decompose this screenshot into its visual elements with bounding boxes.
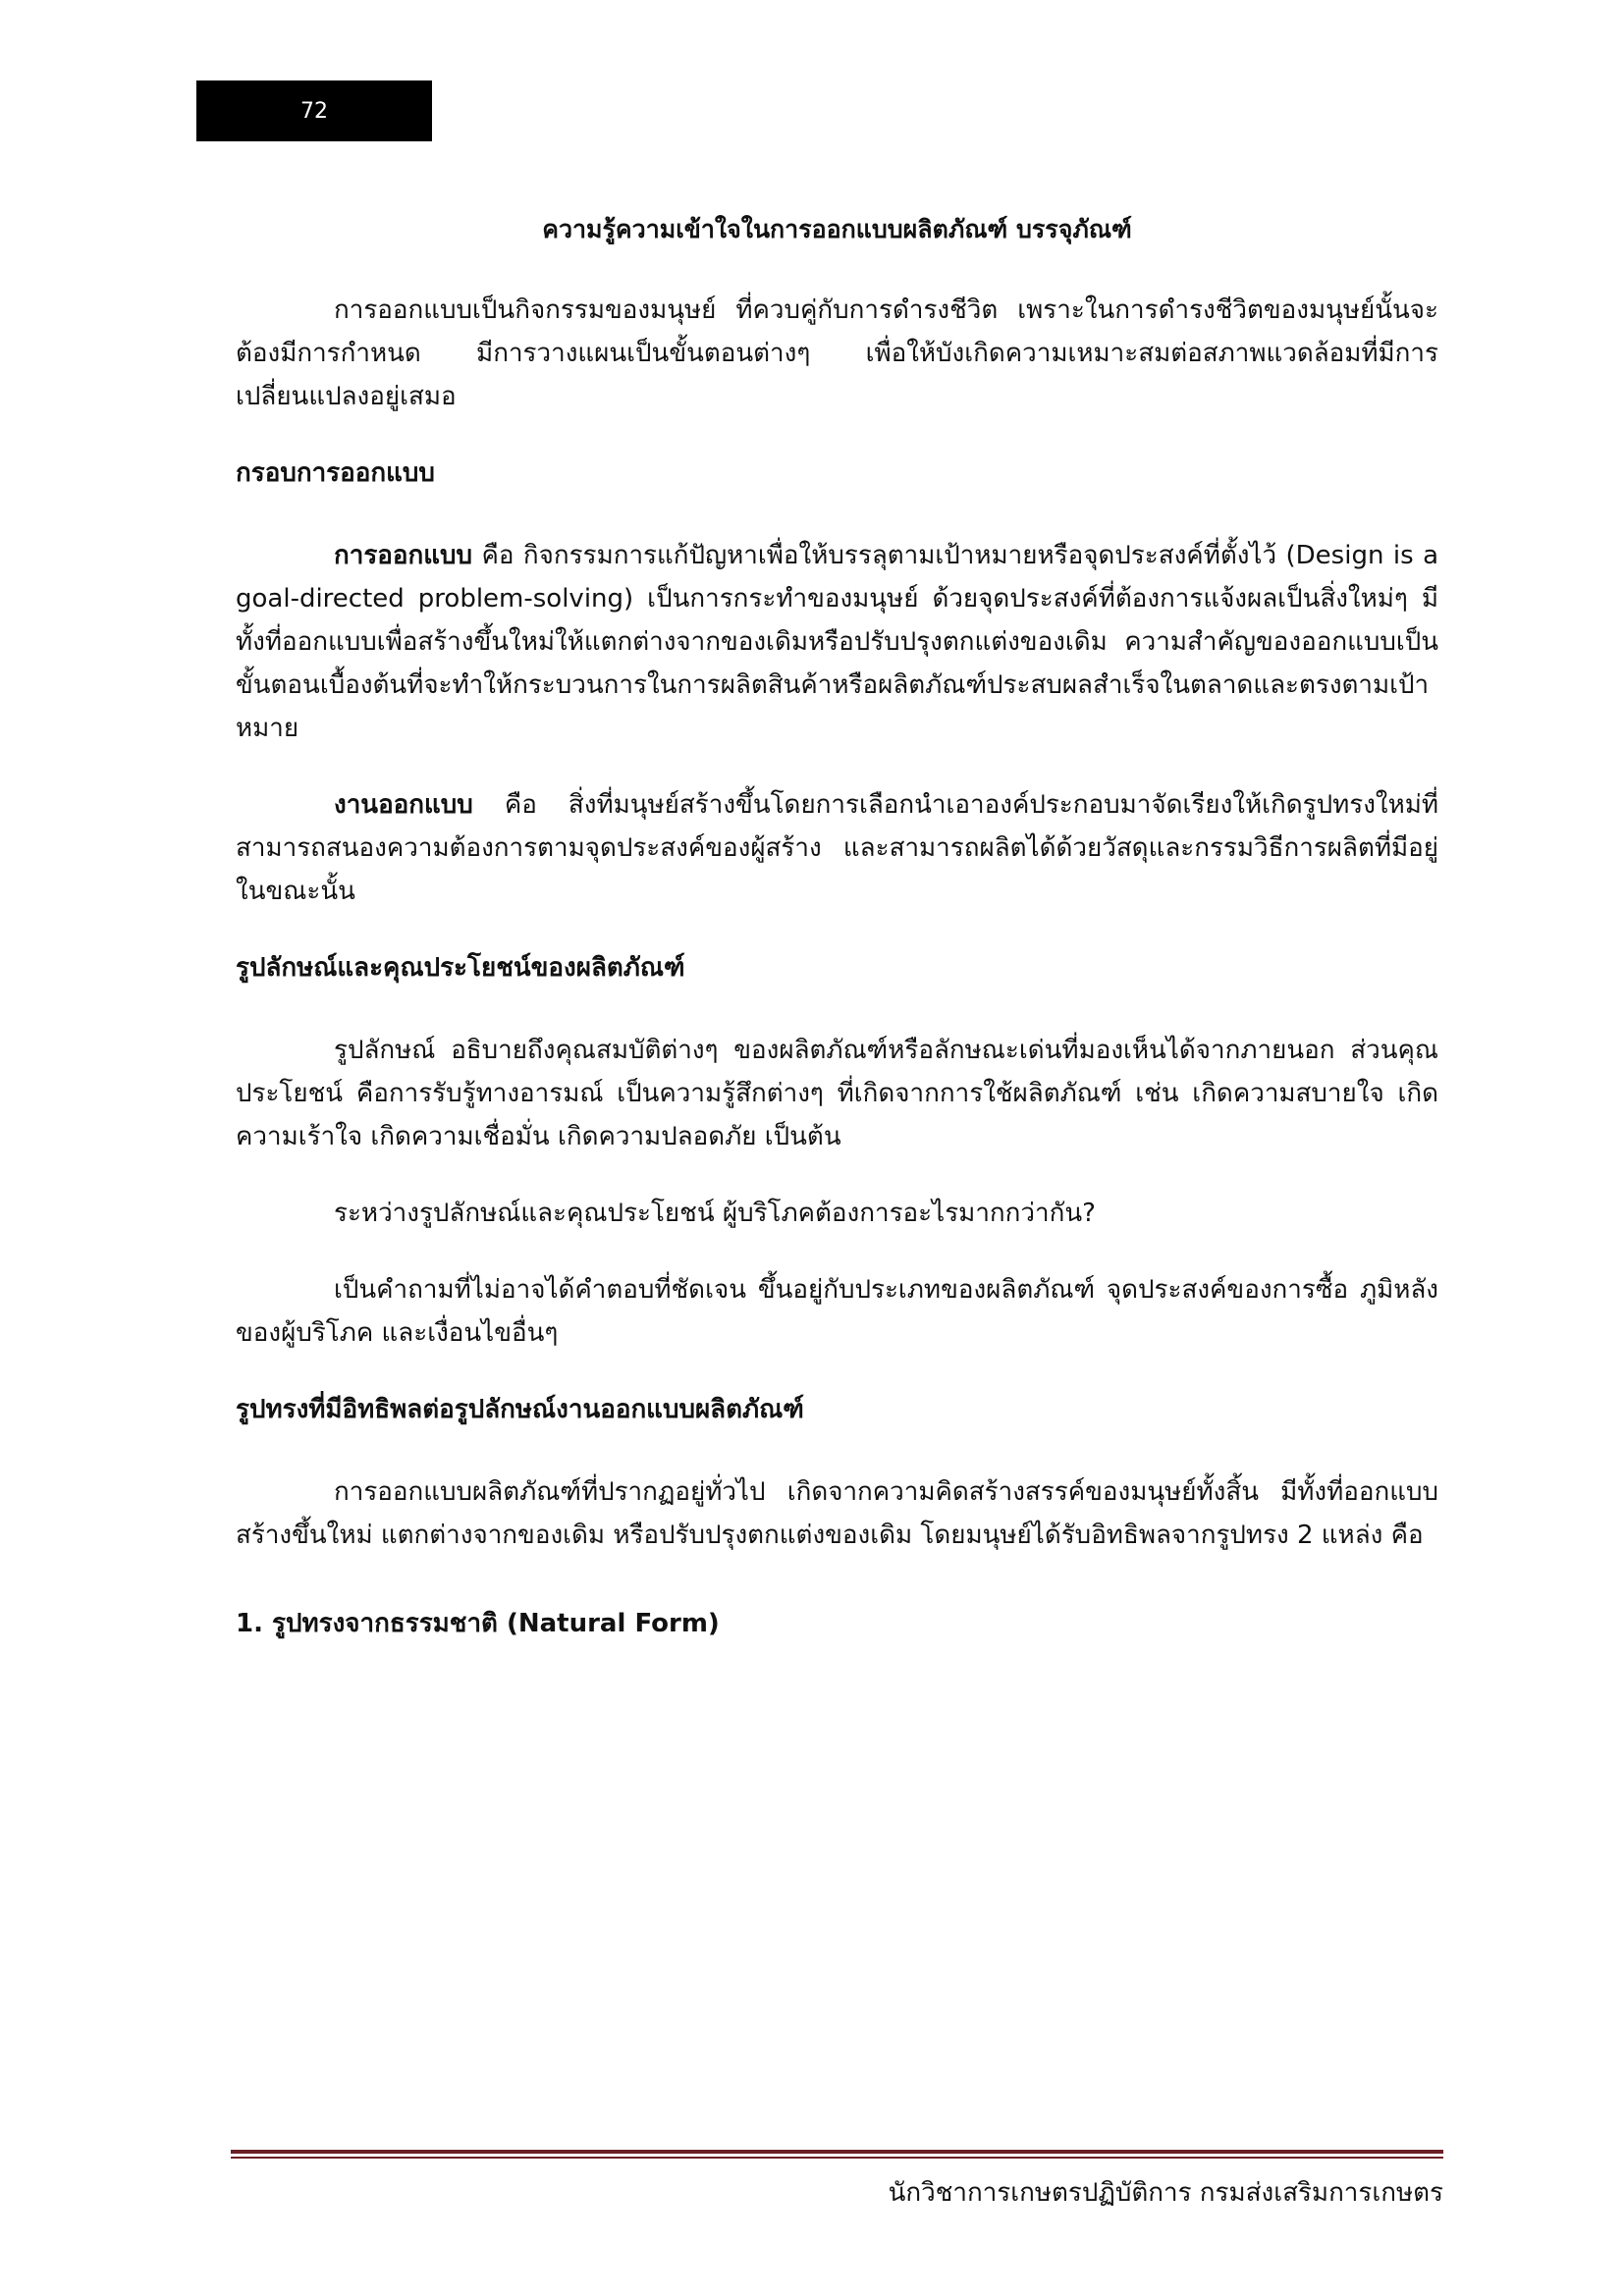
- document-body: [236, 204, 1438, 1645]
- design-work-term: งานออกแบบ: [334, 790, 473, 820]
- page-number-badge: [196, 80, 432, 141]
- heading-natural-form: 1. รูปทรงจากธรรมชาติ (Natural Form): [236, 1609, 720, 1638]
- page-number: 72: [300, 98, 328, 124]
- document-title: ความรู้ความเข้าใจในการออกแบบผลิตภัณฑ์ บรรจุภัณฑ์: [542, 215, 1132, 243]
- heading-form-function: รูปลักษณ์และคุณประโยชน์ของผลิตภัณฑ์: [236, 953, 685, 983]
- influence-paragraph: การออกแบบผลิตภัณฑ์ที่ปรากฏอยู่ทั่วไป เกิดจากความคิดสร้างสรรค์ของมนุษย์ทั้งสิ้น มีทั้งที่ออกแบบสร้างขึ้นใหม่ แตกต่างจากของเดิม หรือปรับปรุงตกแต่งของเดิม โดยมนุษย์ได้รับอิทธิพลจากรูปทรง 2 แหล่ง คือ: [236, 1477, 1438, 1550]
- footer-text: นักวิชาการเกษตรปฏิบัติการ กรมส่งเสริมการเกษตร: [888, 2178, 1443, 2208]
- heading-design-framework: กรอบการออกแบบ: [236, 458, 435, 488]
- design-work-text: คือ สิ่งที่มนุษย์สร้างขึ้นโดยการเลือกนำเอาองค์ประกอบมาจัดเรียงให้เกิดรูปทรงใหม่ที่สามารถสนองความต้องการตามจุดประสงค์ของผู้สร้าง และสามารถผลิตได้ด้วยวัสดุและกรรมวิธีการผลิตที่มีอยู่ในขณะนั้น: [236, 790, 1438, 906]
- design-work-paragraph: [236, 783, 1438, 913]
- heading-form-influence: รูปทรงที่มีอิทธิพลต่อรูปลักษณ์งานออกแบบผลิตภัณฑ์: [236, 1395, 804, 1424]
- form-function-paragraph: รูปลักษณ์ อธิบายถึงคุณสมบัติต่างๆ ของผลิตภัณฑ์หรือลักษณะเด่นที่มองเห็นได้จากภายนอก ส่วนคุณประโยชน์ คือการรับรู้ทางอารมณ์ เป็นความรู้สึกต่างๆ ที่เกิดจากการใช้ผลิตภัณฑ์ เช่น เกิดความสบายใจ เกิดความเร้าใจ เกิดความเชื่อมั่น เกิดความปลอดภัย เป็นต้น: [236, 1036, 1438, 1151]
- question-paragraph: ระหว่างรูปลักษณ์และคุณประโยชน์ ผู้บริโภคต้องการอะไรมากกว่ากัน?: [334, 1199, 1096, 1228]
- design-definition-text: คือ กิจกรรมการแก้ปัญหาเพื่อให้บรรลุตามเป้าหมายหรือจุดประสงค์ที่ตั้งไว้ (Design is a goal-directed problem-solving) เป็นการกระทำของมนุษย์ ด้วยจุดประสงค์ที่ต้องการแจ้งผลเป็นสิ่งใหม่ๆ มีทั้งที่ออกแบบเพื่อสร้างขึ้นใหม่ให้แตกต่างจากของเดิมหรือปรับปรุงตกแต่งของเดิม ความสำคัญของออกแบบเป็นขั้นตอนเบื้องต้นที่จะทำให้กระบวนการในการผลิตสินค้าหรือผลิตภัณฑ์ประสบผลสำเร็จในตลาดและตรงตามเป้าหมาย: [236, 541, 1438, 743]
- design-term: การออกแบบ: [334, 541, 473, 570]
- answer-paragraph: เป็นคำถามที่ไม่อาจได้คำตอบที่ชัดเจน ขึ้นอยู่กับประเภทของผลิตภัณฑ์ จุดประสงค์ของการซื้อ ภูมิหลังของผู้บริโภค และเงื่อนไขอื่นๆ: [236, 1275, 1438, 1348]
- footer-divider: [231, 2150, 1443, 2159]
- intro-paragraph: การออกแบบเป็นกิจกรรมของมนุษย์ ที่ควบคู่กับการดำรงชีวิต เพราะในการดำรงชีวิตของมนุษย์นั้นจะต้องมีการกำหนด มีการวางแผนเป็นขั้นตอนต่างๆ เพื่อให้บังเกิดความเหมาะสมต่อสภาพแวดล้อมที่มีการเปลี่ยนแปลงอยู่เสมอ: [236, 295, 1438, 411]
- design-definition-paragraph: [236, 534, 1438, 750]
